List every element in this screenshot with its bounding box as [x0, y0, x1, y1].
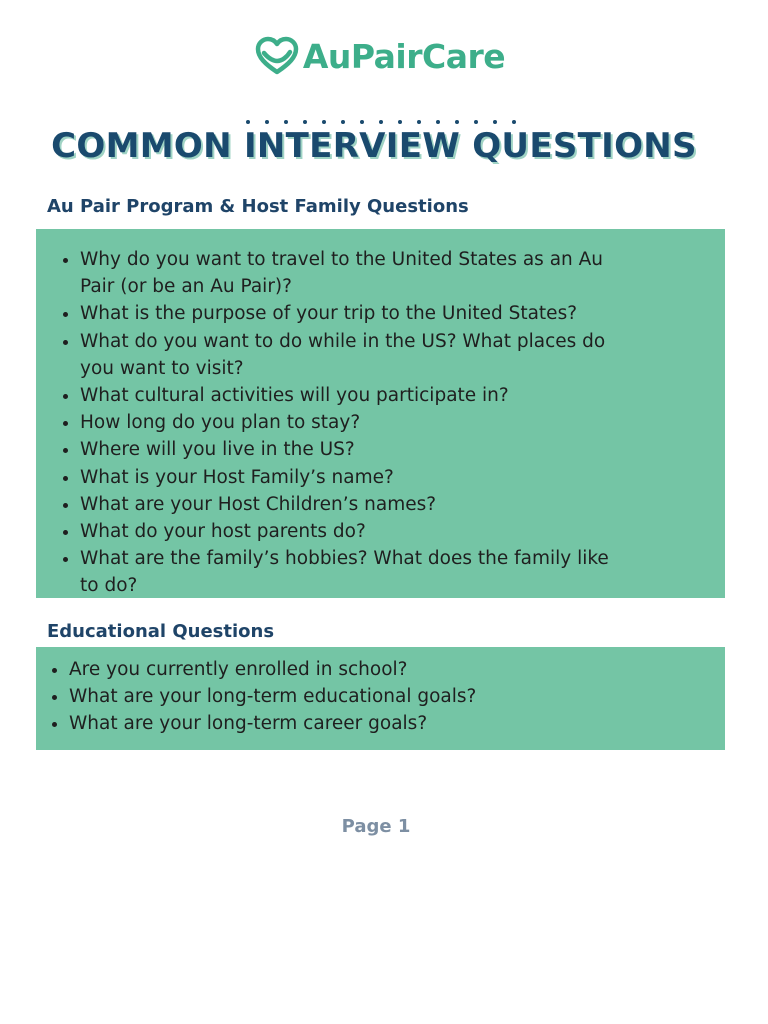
list-item: What are your long-term educational goals? — [69, 683, 669, 710]
educational-questions-box — [36, 647, 725, 750]
list-item: What cultural activities will you participate in? — [80, 382, 630, 409]
logo-text: AuPairCare — [302, 36, 506, 76]
page-number: Page 1 — [341, 816, 411, 837]
logo-group — [255, 36, 505, 76]
program-questions-box — [36, 229, 725, 598]
list-item: What do you want to do while in the US? What places do you want to visit? — [80, 328, 630, 382]
list-item: Are you currently enrolled in school? — [69, 656, 669, 683]
list-item: What do your host parents do? — [80, 518, 630, 545]
list-item: Why do you want to travel to the United States as an Au Pair (or be an Au Pair)? — [80, 246, 630, 300]
section-heading-program: Au Pair Program & Host Family Questions — [47, 196, 469, 217]
list-item: What is your Host Family’s name? — [80, 464, 630, 491]
list-item: Where will you live in the US? — [80, 436, 630, 463]
list-item: What are the family’s hobbies? What does the family like to do? — [80, 545, 630, 599]
list-item: What is the purpose of your trip to the United States? — [80, 300, 630, 327]
list-item: What are your Host Children’s names? — [80, 491, 630, 518]
educational-questions-list — [36, 647, 669, 738]
logo — [0, 36, 768, 76]
section-heading-educational: Educational Questions — [47, 621, 275, 642]
list-item: What are your long-term career goals? — [69, 710, 669, 737]
heart-logo-icon — [255, 36, 299, 76]
list-item: How long do you plan to stay? — [80, 409, 630, 436]
program-questions-list — [36, 229, 630, 600]
page-title: COMMON INTERVIEW QUESTIONS — [51, 126, 697, 166]
